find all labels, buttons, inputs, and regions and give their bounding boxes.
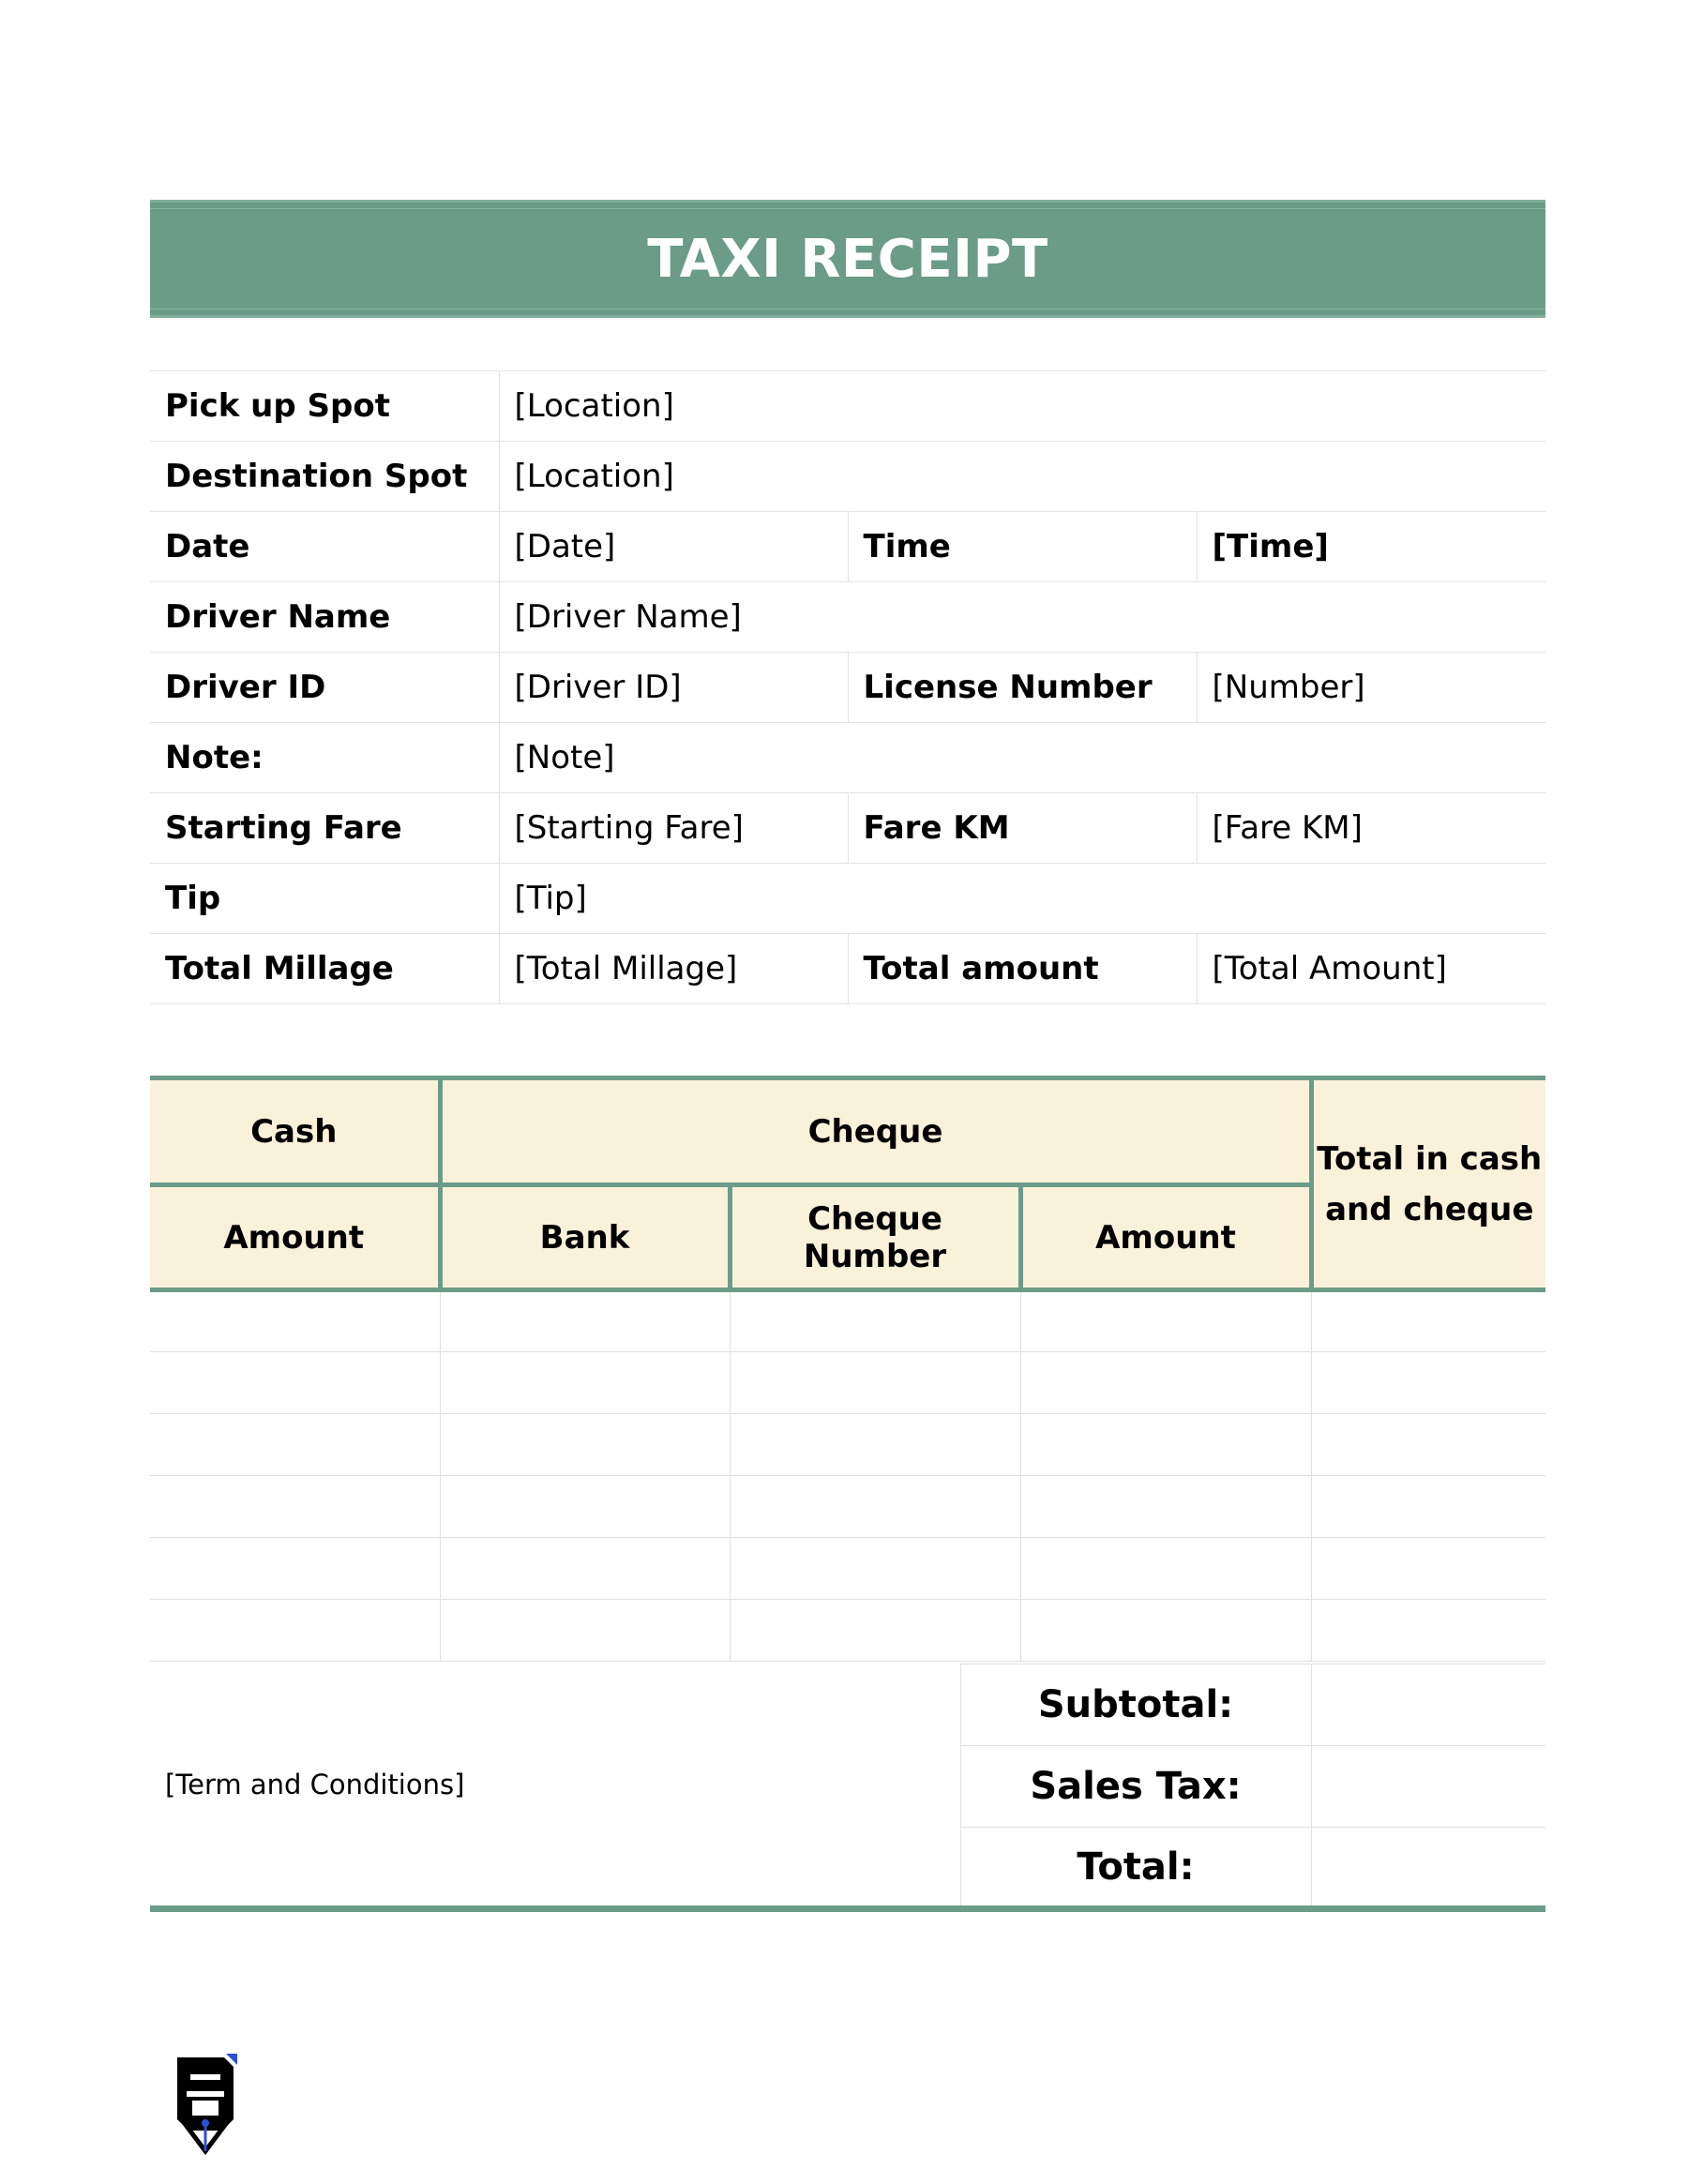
row-driver-name	[150, 582, 1545, 653]
row-total-millage	[150, 934, 1545, 1004]
row-driver-id	[150, 653, 1545, 723]
table-row	[150, 1290, 1545, 1352]
totals-table	[150, 1664, 1545, 1912]
table-cell[interactable]	[1020, 1290, 1311, 1352]
terms-and-conditions[interactable]: [Term and Conditions]	[150, 1664, 960, 1909]
table-cell[interactable]	[440, 1600, 730, 1662]
row-destination	[150, 442, 1545, 512]
table-cell[interactable]	[1311, 1352, 1545, 1414]
table-cell[interactable]	[730, 1352, 1020, 1414]
license-number-label: License Number	[848, 653, 1197, 723]
starting-fare-label: Starting Fare	[150, 793, 499, 864]
total-millage-label: Total Millage	[150, 934, 499, 1004]
cash-amount-header: Amount	[150, 1185, 440, 1290]
subtotal-label: Subtotal:	[960, 1664, 1311, 1746]
driver-id-value[interactable]: [Driver ID]	[499, 653, 848, 723]
table-cell[interactable]	[150, 1414, 440, 1476]
table-cell[interactable]	[1020, 1476, 1311, 1538]
total-millage-value[interactable]: [Total Millage]	[499, 934, 848, 1004]
table-cell[interactable]	[440, 1290, 730, 1352]
note-value[interactable]: [Note]	[499, 723, 1545, 793]
license-number-value[interactable]: [Number]	[1197, 653, 1545, 723]
total-amount-value[interactable]: [Total Amount]	[1197, 934, 1545, 1004]
subtotal-value[interactable]	[1311, 1664, 1545, 1746]
table-cell[interactable]	[1311, 1538, 1545, 1600]
table-cell[interactable]	[440, 1476, 730, 1538]
sales-tax-value[interactable]	[1311, 1746, 1545, 1828]
table-row	[150, 1414, 1545, 1476]
bank-header: Bank	[440, 1185, 730, 1290]
total-cash-cheque-header: Total in cash and cheque	[1311, 1078, 1545, 1290]
table-cell[interactable]	[1020, 1352, 1311, 1414]
total-amount-label: Total amount	[848, 934, 1197, 1004]
pickup-value[interactable]: [Location]	[499, 371, 1545, 442]
table-cell[interactable]	[1311, 1290, 1545, 1352]
table-cell[interactable]	[1311, 1600, 1545, 1662]
table-cell[interactable]	[730, 1600, 1020, 1662]
sales-tax-label: Sales Tax:	[960, 1746, 1311, 1828]
table-cell[interactable]	[150, 1352, 440, 1414]
subtotal-row	[150, 1664, 1545, 1746]
table-cell[interactable]	[730, 1414, 1020, 1476]
time-value[interactable]: [Time]	[1197, 512, 1545, 582]
table-row	[150, 1476, 1545, 1538]
table-cell[interactable]	[440, 1538, 730, 1600]
table-cell[interactable]	[1311, 1414, 1545, 1476]
receipt-title: TAXI RECEIPT	[647, 228, 1048, 290]
date-value[interactable]: [Date]	[499, 512, 848, 582]
table-cell[interactable]	[730, 1538, 1020, 1600]
table-cell[interactable]	[1020, 1414, 1311, 1476]
table-cell[interactable]	[1020, 1538, 1311, 1600]
note-label: Note:	[150, 723, 499, 793]
title-banner	[150, 200, 1545, 318]
table-cell[interactable]	[1020, 1600, 1311, 1662]
row-date	[150, 512, 1545, 582]
driver-name-label: Driver Name	[150, 582, 499, 653]
table-row	[150, 1600, 1545, 1662]
tip-label: Tip	[150, 864, 499, 934]
cheque-number-header: Cheque Number	[730, 1185, 1020, 1290]
cash-header: Cash	[150, 1078, 440, 1185]
payment-header-row-1	[150, 1078, 1545, 1185]
time-label: Time	[848, 512, 1197, 582]
table-cell[interactable]	[1311, 1476, 1545, 1538]
driver-id-label: Driver ID	[150, 653, 499, 723]
fare-km-value[interactable]: [Fare KM]	[1197, 793, 1545, 864]
date-label: Date	[150, 512, 499, 582]
table-row	[150, 1352, 1545, 1414]
row-tip	[150, 864, 1545, 934]
table-cell[interactable]	[150, 1538, 440, 1600]
table-row	[150, 1538, 1545, 1600]
tip-value[interactable]: [Tip]	[499, 864, 1545, 934]
table-cell[interactable]	[150, 1290, 440, 1352]
row-pickup	[150, 371, 1545, 442]
cheque-header: Cheque	[440, 1078, 1311, 1185]
payment-table	[150, 1076, 1545, 1662]
total-label: Total:	[960, 1828, 1311, 1909]
destination-value[interactable]: [Location]	[499, 442, 1545, 512]
starting-fare-value[interactable]: [Starting Fare]	[499, 793, 848, 864]
row-starting-fare	[150, 793, 1545, 864]
row-note	[150, 723, 1545, 793]
table-cell[interactable]	[150, 1600, 440, 1662]
pickup-label: Pick up Spot	[150, 371, 499, 442]
total-value[interactable]	[1311, 1828, 1545, 1909]
destination-label: Destination Spot	[150, 442, 499, 512]
table-cell[interactable]	[440, 1352, 730, 1414]
cheque-amount-header: Amount	[1020, 1185, 1311, 1290]
driver-name-value[interactable]: [Driver Name]	[499, 582, 1545, 653]
table-cell[interactable]	[150, 1476, 440, 1538]
fare-km-label: Fare KM	[848, 793, 1197, 864]
trip-details-table	[150, 370, 1545, 1004]
table-cell[interactable]	[730, 1290, 1020, 1352]
table-cell[interactable]	[440, 1414, 730, 1476]
fountain-pen-logo-icon	[173, 2054, 237, 2157]
table-cell[interactable]	[730, 1476, 1020, 1538]
